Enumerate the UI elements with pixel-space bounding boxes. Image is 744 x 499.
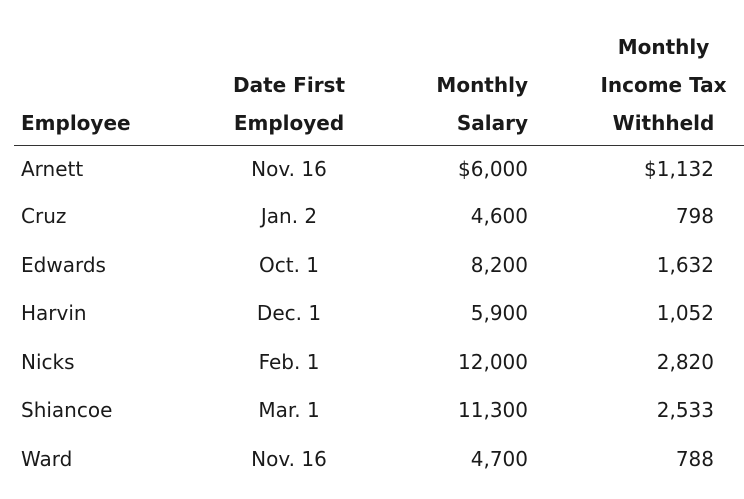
cell-employee: Arnett (21, 157, 84, 181)
cell-date-first-employed: Dec. 1 (256, 301, 322, 326)
cell-income-tax-withheld: 788 (675, 446, 714, 471)
cell-income-tax-withheld: $1,132 (644, 157, 714, 181)
cell-monthly-salary: 4,600 (470, 204, 528, 229)
table-header-row (14, 28, 744, 146)
cell-monthly-salary: 11,300 (458, 398, 528, 423)
cell-income-tax-withheld: 1,052 (656, 301, 714, 326)
cell-employee: Nicks (21, 349, 75, 374)
table-row (14, 386, 744, 435)
cell-date-first-employed: Nov. 16 (251, 446, 327, 471)
cell-income-tax-withheld: 2,820 (656, 349, 714, 374)
table-row (14, 435, 744, 484)
cell-employee: Ward (21, 446, 73, 471)
cell-employee: Edwards (21, 252, 106, 277)
cell-monthly-salary: 4,700 (470, 446, 528, 471)
cell-monthly-salary: 8,200 (470, 252, 528, 277)
cell-income-tax-withheld: 1,632 (656, 252, 714, 277)
cell-employee: Cruz (21, 204, 67, 229)
cell-date-first-employed: Feb. 1 (258, 349, 320, 374)
header-monthly-salary: Monthly Salary (374, 28, 539, 146)
cell-employee: Shiancoe (21, 398, 113, 423)
table-row (14, 289, 744, 338)
header-monthly-income-tax-withheld: Monthly Income Tax Withheld (539, 28, 744, 146)
table-row (14, 338, 744, 387)
table-row (14, 146, 744, 193)
cell-monthly-salary: 12,000 (458, 349, 528, 374)
cell-income-tax-withheld: 2,533 (656, 398, 714, 423)
cell-employee: Harvin (21, 301, 87, 326)
cell-date-first-employed: Jan. 2 (260, 204, 318, 229)
cell-income-tax-withheld: 798 (675, 204, 714, 229)
header-employee: Employee (14, 28, 204, 146)
cell-date-first-employed: Oct. 1 (258, 252, 320, 277)
table-row (14, 241, 744, 290)
cell-date-first-employed: Nov. 16 (251, 157, 327, 181)
cell-monthly-salary: $6,000 (458, 157, 528, 181)
header-date-first-employed: Date First Employed (204, 28, 374, 146)
cell-monthly-salary: 5,900 (470, 301, 528, 326)
table-row (14, 192, 744, 241)
cell-date-first-employed: Mar. 1 (258, 398, 320, 423)
payroll-table (14, 28, 744, 483)
